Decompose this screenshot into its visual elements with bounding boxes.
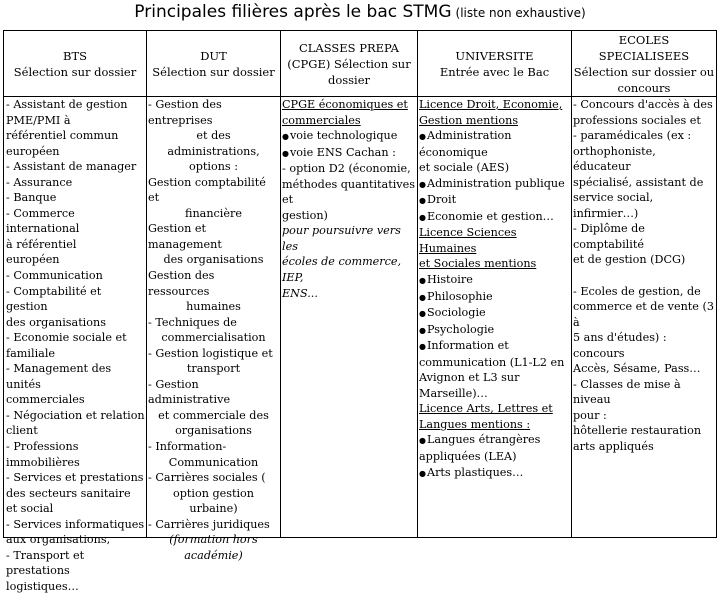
column-divider [280,31,281,537]
list-item: européen [6,144,60,158]
list-item: orthophoniste, éducateur [573,144,656,174]
column-bts [6,97,145,595]
list-item: européen [6,253,60,267]
column-ecoles [573,97,715,455]
list-item: hôtellerie restauration [573,424,702,438]
list-item: commercialisation [161,331,266,345]
list-item: organisations [175,424,252,438]
list-item: aux organisations, [6,533,111,547]
list-item: - Carrières juridiques [148,517,270,531]
list-item: humaines [186,300,241,314]
list-item: familiale [6,346,56,360]
list-item: - option D2 (économie, [282,162,411,176]
list-item: administrations, [167,144,260,158]
list-item: options : [189,160,238,174]
list-item: - Comptabilité et gestion [6,284,102,314]
header-dut: DUT Sélection sur dossier [152,48,275,79]
table-header-row [4,31,716,97]
list-item: - Management des unités [6,362,112,391]
list-item: financière [185,206,242,220]
list-item: pour poursuivre vers les [282,224,401,253]
list-item: et social [6,502,54,516]
list-item: - Assistant de manager [6,160,137,174]
list-item: - Carrières sociales ( [148,471,266,485]
list-item: commerce et de vente (3 à [573,300,714,329]
column-universite [419,97,570,481]
list-item: Gestion mentions [419,113,519,127]
list-item: - Gestion administrative [148,377,231,407]
list-item: urbaine) [189,502,238,516]
title-main: Principales filières après le bac STMG [134,2,452,22]
list-item: - Gestion logistique et [148,346,273,360]
list-item: ENS... [282,286,318,300]
column-divider [417,31,418,537]
list-item: et Sociales mentions [419,257,537,271]
list-item: - Diplôme de comptabilité [573,222,645,251]
list-item: commerciales [282,113,361,127]
list-item: ● Droit [419,192,570,209]
column-dut [148,97,279,563]
list-item: écoles de commerce, IEP, [282,255,402,285]
list-item: - Transport et prestations [6,548,85,578]
list-item: - Commerce international [6,206,80,236]
list-item: académie) [184,548,243,562]
list-item: ● voie ENS Cachan : [282,145,416,162]
header-universite: UNIVERSITE Entrée avec le Bac [439,48,550,79]
list-item: - Concours d'accès à des [573,98,713,111]
list-item: Langues mentions : [419,417,531,431]
list-item: ● Philosophie [419,289,570,306]
list-item: (formation hors [169,533,258,547]
list-item: - Economie sociale et [6,331,127,345]
list-item: des organisations [6,315,106,329]
list-item: PME/PMI à [6,113,71,127]
list-item: ● Administration publique [419,176,570,193]
list-item: Licence Droit, Economie, [419,98,563,111]
list-item: - Services et prestations [6,471,144,485]
list-item: transport [186,362,241,376]
list-item: ● Arts plastiques… [419,465,570,482]
list-item: client [6,424,38,438]
list-item: - Gestion des entreprises [148,98,222,127]
list-item: Marseille)… [419,386,488,400]
list-item: méthodes quantitatives et [282,177,415,207]
list-item: - paramédicales (ex : [573,129,692,143]
list-item: ● Sociologie [419,305,570,322]
header-ecoles: ECOLES SPECIALISEES Sélection sur dossier ou concours [573,32,715,95]
list-item: ● Langues étrangères [419,432,570,449]
list-item: - Information- [148,440,227,454]
list-item: 5 ans d'études) : concours [573,331,667,360]
header-cpge: CLASSES PREPA (CPGE) Sélection sur dossier [287,40,411,87]
list-item: Gestion des ressources [148,269,215,298]
list-item: des secteurs sanitaire [6,486,131,500]
list-item: arts appliqués [573,440,654,454]
list-item: ● Histoire [419,272,570,289]
list-item: et de gestion (DCG) [573,253,686,267]
list-item: appliquées (LEA) [419,450,517,464]
list-item: Accès, Sésame, Pass… [573,362,701,376]
list-item: infirmier…) [573,206,639,220]
list-item: commerciales [6,393,85,407]
list-item: service social, [573,191,654,205]
list-item: CPGE économiques et [282,98,408,111]
list-item: et sociale (AES) [419,161,510,175]
list-item: pour : [573,408,607,422]
list-spacer [573,268,715,284]
column-divider [571,31,572,537]
list-item: immobilières [6,455,80,469]
list-item: ● Psychologie [419,322,570,339]
list-item: logistiques… [6,579,79,593]
list-item: ● Administration économique [419,128,570,160]
list-item: référentiel commun [6,129,119,143]
list-item: communication (L1-L2 en [419,355,565,369]
list-item: - Professions [6,440,79,454]
title-subtitle: (liste non exhaustive) [455,6,586,20]
list-item: - Ecoles de gestion, de [573,284,701,298]
column-cpge [282,97,416,301]
list-item: professions sociales et [573,113,701,127]
column-divider [146,31,147,537]
list-item: ● voie technologique [282,128,416,145]
header-bts: BTS Sélection sur dossier [13,48,137,79]
list-item: à référentiel [6,237,77,251]
list-item: ● Economie et gestion… [419,209,570,226]
list-item: - Services informatiques [6,517,145,531]
page-title [0,2,720,22]
list-item: gestion) [282,208,328,222]
list-item: - Techniques de [148,315,237,329]
list-item: ● Information et [419,338,570,355]
list-item: - Banque [6,191,57,205]
list-item: - Assurance [6,175,73,189]
list-item: spécialisé, assistant de [573,175,704,189]
list-item: Licence Sciences Humaines [419,226,517,255]
filieres-table [3,30,717,593]
list-item: Gestion comptabilité et [148,175,266,205]
list-item: option gestion [172,486,254,500]
list-item: Gestion et management [148,222,222,251]
list-item: Licence Arts, Lettres et [419,402,553,416]
list-item: - Négociation et relation [6,408,145,422]
list-item: des organisations [163,253,264,267]
list-item: - Classes de mise à niveau [573,377,681,407]
list-item: Avignon et L3 sur [419,371,520,385]
list-item: - Communication [6,269,103,283]
list-item: et des [196,129,231,143]
list-item: - Assistant de gestion [6,98,128,111]
list-item: Communication [168,455,259,469]
list-item: et commerciale des [158,408,269,422]
